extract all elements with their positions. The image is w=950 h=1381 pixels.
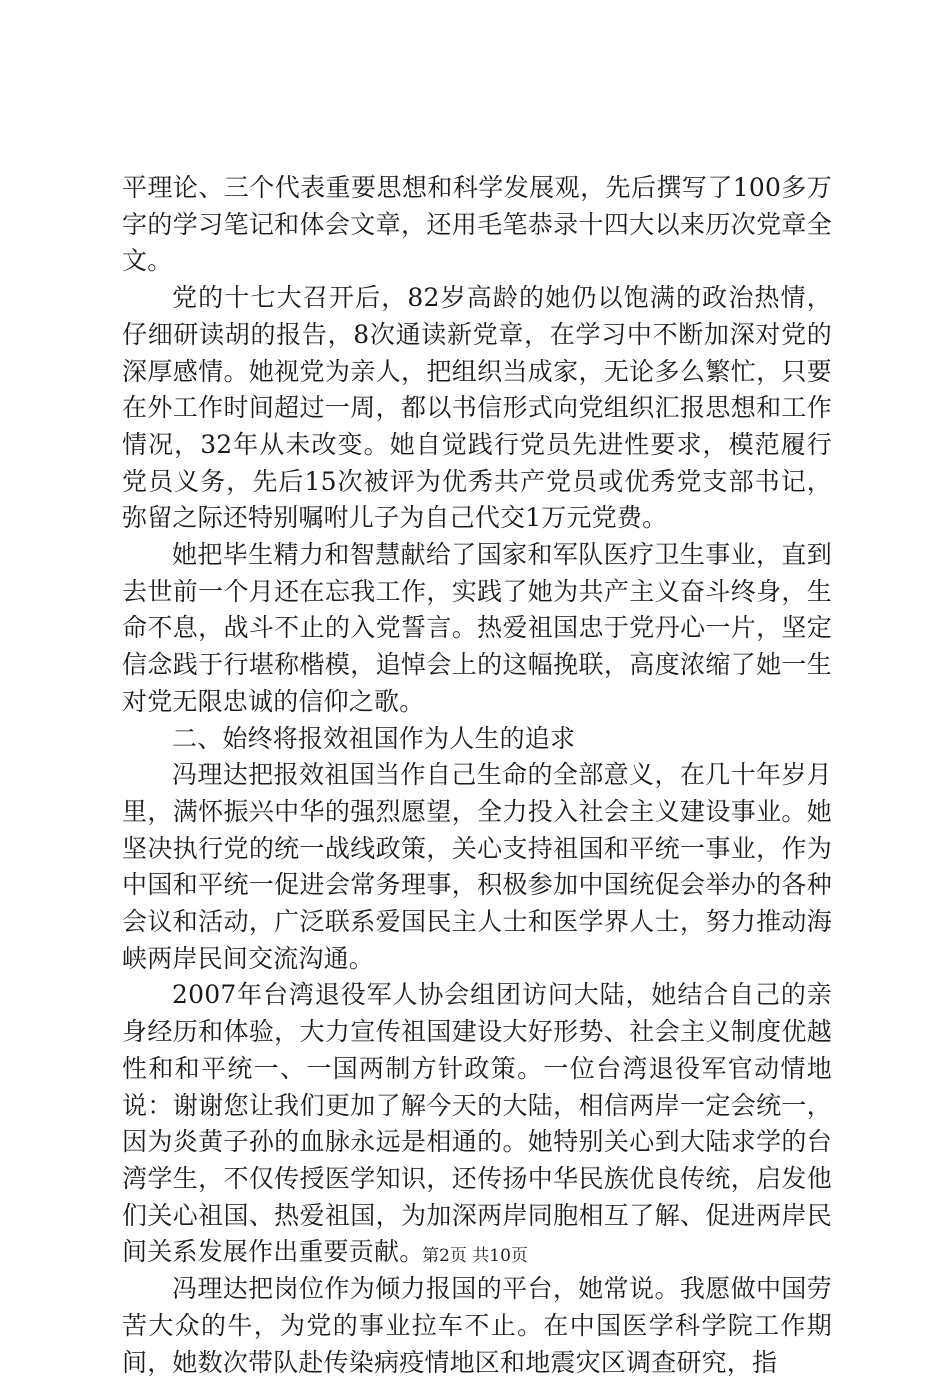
paragraph-party-congress: 党的十七大召开后，82岁高龄的她仍以饱满的政治热情，仔细研读胡的报告，8次通读新党章，在学习中不断加深对党的深厚感情。她视党为亲人，把组织当成家，无论多么繁忙，只要在外工作时间超过一周，都以书信形式向党组织汇报思想和工作情况，32年从未改变。她自觉践行党员先进性要求，模范履行党员义务，先后15次被评为优秀共产党员或优秀党支部书记，弥留之际还特别嘱咐儿子为自己代交1万元党费。 (122, 283, 832, 533)
paragraph-serve-country: 冯理达把报效祖国当作自己生命的全部意义，在几十年岁月里，满怀振兴中华的强烈愿望，全力投入社会主义建设事业。她坚决执行党的统一战线政策，关心支持祖国和平统一事业，作为中国和平统一促进会常务理事，积极参加中国统促会举办的各种会议和活动，广泛联系爱国民主人士和医学界人士，努力推动海峡两岸民间交流沟通。 (122, 760, 832, 973)
paragraph-work-platform: 冯理达把岗位作为倾力报国的平台，她常说。我愿做中国劳苦大众的牛，为党的事业拉车不止。在中国医学科学院工作期间，她数次带队赴传染病疫情地区和地震灾区调查研究，指 (122, 1274, 832, 1377)
page-number-footer: 第2页 共10页 (422, 1246, 528, 1266)
paragraph-lifetime-devotion: 她把毕生精力和智慧献给了国家和军队医疗卫生事业，直到去世前一个月还在忘我工作，实践了她为共产主义奋斗终身，生命不息，战斗不止的入党誓言。热爱祖国忠于党丹心一片，坚定信念践于行堪称楷模，追悼会上的这幅挽联，高度浓缩了她一生对党无限忠诚的信仰之歌。 (122, 540, 832, 716)
paragraph-continuation: 平理论、三个代表重要思想和科学发展观，先后撰写了100多万字的学习笔记和体会文章，还用毛笔恭录十四大以来历次党章全文。 (122, 173, 832, 276)
document-body (122, 170, 832, 1381)
paragraph-taiwan-visit: 2007年台湾退役军人协会组团访问大陆，她结合自己的亲身经历和体验，大力宣传祖国建设大好形势、社会主义制度优越性和和平统一、一国两制方针政策。一位台湾退役军官动情地说：谢谢您让我们更加了解今天的大陆，相信两岸一定会统一，因为炎黄子孙的血脉永远是相通的。她特别关心到大陆求学的台湾学生，不仅传授医学知识，还传扬中华民族优良传统，启发他们关心祖国、热爱祖国，为加深两岸同胞相互了解、促进两岸民间关系发展作出重要贡献。 (122, 980, 832, 1267)
section-heading-serve-country: 二、始终将报效祖国作为人生的追求 (172, 723, 576, 753)
